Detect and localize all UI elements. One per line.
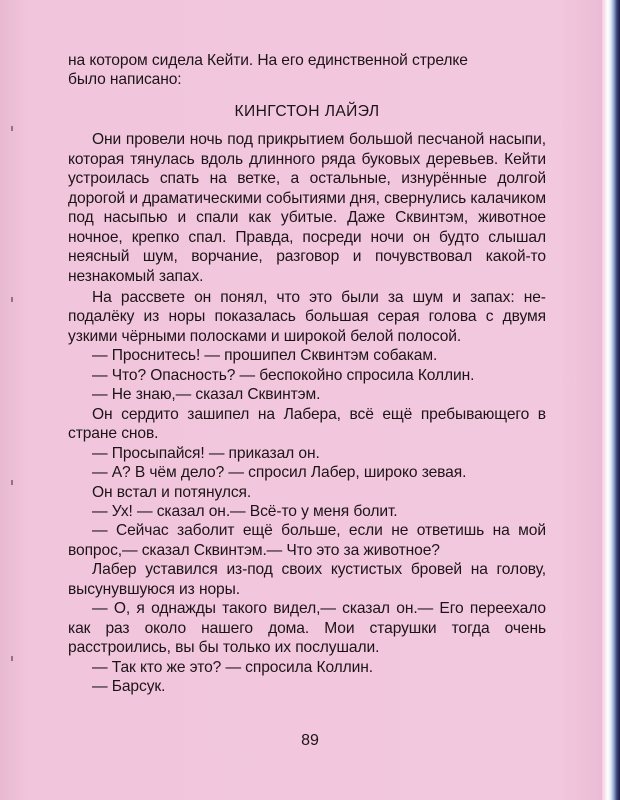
- paragraph: — Сейчас заболит ещё больше, если не ответишь на мой вопрос,— сказал Сквинтэм.— Что это за животное?: [68, 522, 546, 559]
- page-number: 89: [301, 732, 319, 749]
- paragraph: Он встал и потянулся.: [92, 483, 252, 501]
- paragraph: Они провели ночь под прикрытием большой песчаной насыпи, которая тянулась вдоль длинного ряда буковых деревьев. Кейти устроилась спать на ветке, а остальные, изнурённые долгой дорогой и драматическими событиями дня, свернулись калачиком под насыпью и спали как убитые. Даже Сквинтэм, животное ночное, крепко спал. Правда, посреди ночи он будто слышал неясный шум, ворчание, разговор и почувствовал какой-то незнакомый запах.: [68, 131, 546, 285]
- sign-heading: КИНГСТОН ЛАЙЭЛ: [234, 102, 380, 120]
- paragraph: — Барсук.: [92, 678, 166, 696]
- gutter-mark: [11, 656, 13, 661]
- paragraph: Он сердито зашипел на Лабера, всё ещё пребывающего в стране снов.: [68, 405, 546, 443]
- book-edge: [602, 0, 620, 800]
- paragraph: — Не знаю,— сказал Сквинтэм.: [92, 386, 321, 404]
- body-text: [68, 51, 546, 697]
- paragraph: — Ух! — сказал он.— Всё-то у меня болит.: [92, 502, 398, 520]
- paragraph: — Просыпайся! — приказал он.: [92, 444, 320, 462]
- paragraph: — Что? Опасность? — беспокойно спросила Коллин.: [92, 366, 475, 384]
- paragraph: — Так кто же это? — спросила Коллин.: [92, 658, 374, 676]
- gutter-mark: [11, 297, 13, 302]
- paragraph: Лабер уставился из-под своих кустистых бровей на голову, высунувшуюся из норы.: [68, 561, 546, 598]
- paragraph: — О, я однажды такого видел,— сказал он.— Его переехало как раз около нашего дома. Мои старушки тогда очень расстроились, вы бы только их послушали.: [68, 600, 546, 657]
- gutter-mark: [11, 126, 13, 131]
- intro-line: было написано:: [68, 71, 182, 89]
- paragraph: На рассвете он понял, что это были за шум и запах: неподалёку из норы показалась большая серая голова с двумя узкими чёрными полосками и широкой белой полосой.: [68, 288, 546, 345]
- gutter-mark: [11, 480, 13, 485]
- intro-line: на котором сидела Кейти. На его единственной стрелке: [68, 52, 468, 69]
- paragraph: — А? В чём дело? — спросил Лабер, широко зевая.: [92, 464, 467, 482]
- paragraph: — Проснитесь! — прошипел Сквинтэм собакам.: [92, 347, 438, 365]
